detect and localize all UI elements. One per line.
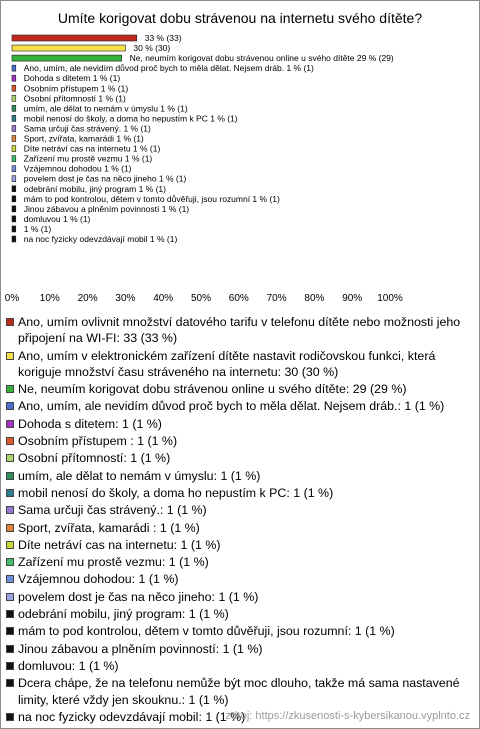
legend-text: umím, ale dělat to nemám v úmyslu: 1 (1 %) <box>18 468 261 483</box>
bar-18 <box>12 206 16 212</box>
bar-label-3: Ne, neumím korigovat dobu strávenou online u svého dítěte 29 % (29) <box>129 53 394 64</box>
bar-11 <box>12 136 16 142</box>
bar-label-5: Dohoda s ditetem 1 % (1) <box>23 73 121 84</box>
bar-label-14: Vzájemnou dohodou 1 % (1) <box>23 163 132 174</box>
legend-text: na noc fyzicky odevzdávají mobil: 1 (1 %) <box>18 709 246 724</box>
legend-swatch <box>6 489 14 497</box>
legend-text: mobil nenosí do školy, a doma ho nepustím k PC: 1 (1 %) <box>18 485 334 500</box>
bar-label-13: Zařízení mu prostě vezmu 1 % (1) <box>23 153 153 164</box>
legend-swatch <box>6 593 14 601</box>
legend-text: Ano, umím v elektronickém zařízení dítěte nastavit rodičovskou funkci, která koriguje množství času stráveného na internetu: 30 (30 %) <box>18 348 436 379</box>
legend-swatch <box>6 627 14 635</box>
legend-swatch <box>6 541 14 549</box>
bar-label-10: Sama určuji čas strávený. 1 % (1) <box>23 123 151 134</box>
legend-swatch <box>6 645 14 653</box>
legend-item <box>6 606 472 622</box>
bar-label-19: domluvou 1 % (1) <box>23 213 91 224</box>
legend-item <box>6 658 472 674</box>
legend-swatch <box>6 420 14 428</box>
x-tick-label: 70% <box>266 293 287 304</box>
bar-label-9: mobil nenosí do školy, a doma ho nepustím k PC 1 % (1) <box>23 113 238 124</box>
bar-label-8: umím, ale dělat to nemám v úmyslu 1 % (1) <box>23 103 188 114</box>
legend-swatch <box>6 575 14 583</box>
legend-swatch <box>6 472 14 480</box>
bar-13 <box>12 156 16 162</box>
x-tick-label: 40% <box>153 293 174 304</box>
x-tick-label: 20% <box>77 293 98 304</box>
bar-label-1: 33 % (33) <box>144 33 182 43</box>
bar-15 <box>12 176 16 182</box>
legend-text: Dohoda s ditetem: 1 (1 %) <box>18 416 162 431</box>
bar-label-16: odebrání mobilu, jiný program 1 % (1) <box>23 183 166 194</box>
bar-8 <box>12 105 16 111</box>
legend-item <box>6 314 472 347</box>
bar-3 <box>12 55 122 61</box>
bar-label-15: povelem dost je čas na něco jineho 1 % (1) <box>23 173 187 184</box>
bar-2 <box>12 45 125 51</box>
legend-swatch <box>6 713 14 721</box>
legend-item <box>6 502 472 518</box>
legend-item <box>6 348 472 381</box>
bar-label-20: 1 % (1) <box>23 223 52 234</box>
bar-5 <box>12 75 16 81</box>
legend-swatch <box>6 352 14 360</box>
legend-text: Ano, umím, ale nevidím důvod proč bych to měla dělat. Nejsem dráb.: 1 (1 %) <box>18 399 445 414</box>
legend-swatch <box>6 318 14 326</box>
legend-text: Ne, neumím korigovat dobu strávenou online u svého dítěte: 29 (29 %) <box>18 382 407 397</box>
bar-label-11: Sport, zvířata, kamarádi 1 % (1) <box>23 133 144 144</box>
legend-swatch <box>6 385 14 393</box>
chart-legend <box>6 314 472 726</box>
legend-swatch <box>6 506 14 514</box>
bar-label-21: na noc fyzicky odevzdávají mobil 1 % (1) <box>23 234 178 244</box>
bar-label-6: Osobním přístupem 1 % (1) <box>23 83 129 94</box>
legend-swatch <box>6 402 14 410</box>
legend-item <box>6 623 472 639</box>
bar-label-18: Jinou zábavou a plněním povinností 1 % (1) <box>23 203 190 214</box>
legend-text: Osobní přítomností: 1 (1 %) <box>18 451 171 466</box>
bar-14 <box>12 166 16 172</box>
bar-label-2: 30 % (30) <box>133 43 171 54</box>
bar-7 <box>12 95 16 101</box>
legend-swatch <box>6 524 14 532</box>
legend-text: Sport, zvířata, kamarádi : 1 (1 %) <box>18 520 200 535</box>
legend-text: Díte netráví cas na internetu: 1 (1 %) <box>18 537 221 552</box>
legend-item <box>6 398 472 414</box>
legend-item <box>6 381 472 397</box>
chart-title: Umíte korigovat dobu strávenou na internetu svého dítěte? <box>57 10 423 26</box>
bar-12 <box>12 146 16 152</box>
bar-6 <box>12 85 16 91</box>
bar-4 <box>12 65 16 71</box>
bar-20 <box>12 226 16 232</box>
legend-text: Zařízení mu prostě vezmu: 1 (1 %) <box>18 555 209 570</box>
x-tick-label: 60% <box>228 293 249 304</box>
legend-item <box>6 485 472 501</box>
source-text: zdroj: https://zkusenosti-s-kybersikanou.vyplnto.cz <box>225 710 470 722</box>
legend-text: Sama určuji čas strávený.: 1 (1 %) <box>18 503 207 518</box>
bar-10 <box>12 125 16 131</box>
legend-item <box>6 468 472 484</box>
x-tick-label: 100% <box>377 293 403 304</box>
legend-swatch <box>6 454 14 462</box>
legend-swatch <box>6 610 14 618</box>
bar-label-4: Ano, umím, ale nevidím důvod proč bych to měla dělat. Nejsem dráb. 1 % (1) <box>23 63 314 74</box>
legend-item <box>6 433 472 449</box>
legend-swatch <box>6 679 14 687</box>
legend-text: Dcera chápe, že na telefonu nemůže být moc dlouho, takže má sama nastavené limity, které vždy jen skouknu.: 1 (1 %) <box>18 676 460 707</box>
legend-swatch <box>6 437 14 445</box>
legend-item <box>6 450 472 466</box>
legend-text: Jinou zábavou a plněním povinností: 1 (1 %) <box>18 641 263 656</box>
bar-21 <box>12 236 16 242</box>
chart-plot <box>0 0 480 310</box>
legend-text: mám to pod kontrolou, dětem v tomto důvěřuji, jsou rozumní: 1 (1 %) <box>18 624 395 639</box>
legend-text: povelem dost je čas na něco jineho: 1 (1 %) <box>18 589 259 604</box>
legend-item <box>6 554 472 570</box>
legend-item <box>6 520 472 536</box>
bar-17 <box>12 196 16 202</box>
x-tick-label: 10% <box>39 293 60 304</box>
legend-swatch <box>6 558 14 566</box>
bar-label-17: mám to pod kontrolou, dětem v tomto důvěřuji, jsou rozumní 1 % (1) <box>23 193 280 204</box>
legend-swatch <box>6 662 14 670</box>
x-tick-label: 0% <box>4 293 20 304</box>
bar-19 <box>12 216 16 222</box>
bar-label-7: Osobní přítomností 1 % (1) <box>23 93 126 104</box>
bar-1 <box>12 35 137 41</box>
bar-16 <box>12 186 16 192</box>
x-tick-label: 30% <box>115 293 136 304</box>
legend-item <box>6 675 472 708</box>
legend-item <box>6 571 472 587</box>
x-tick-label: 80% <box>304 293 325 304</box>
x-tick-label: 90% <box>342 293 363 304</box>
legend-text: domluvou: 1 (1 %) <box>18 658 119 673</box>
legend-item <box>6 641 472 657</box>
legend-text: Ano, umím ovlivnit množství datového tarifu v telefonu dítěte nebo možnosti jeho připojení na WI-FI: 33 (33 %) <box>18 315 461 346</box>
legend-item <box>6 589 472 605</box>
bar-label-12: Díte netráví cas na internetu 1 % (1) <box>23 143 161 154</box>
bar-9 <box>12 115 16 121</box>
legend-item <box>6 416 472 432</box>
legend-text: odebrání mobilu, jiný program: 1 (1 %) <box>18 607 229 622</box>
x-tick-label: 50% <box>190 293 212 304</box>
legend-text: Vzájemnou dohodou: 1 (1 %) <box>18 572 179 587</box>
legend-item <box>6 537 472 553</box>
legend-text: Osobním přístupem : 1 (1 %) <box>18 434 178 449</box>
